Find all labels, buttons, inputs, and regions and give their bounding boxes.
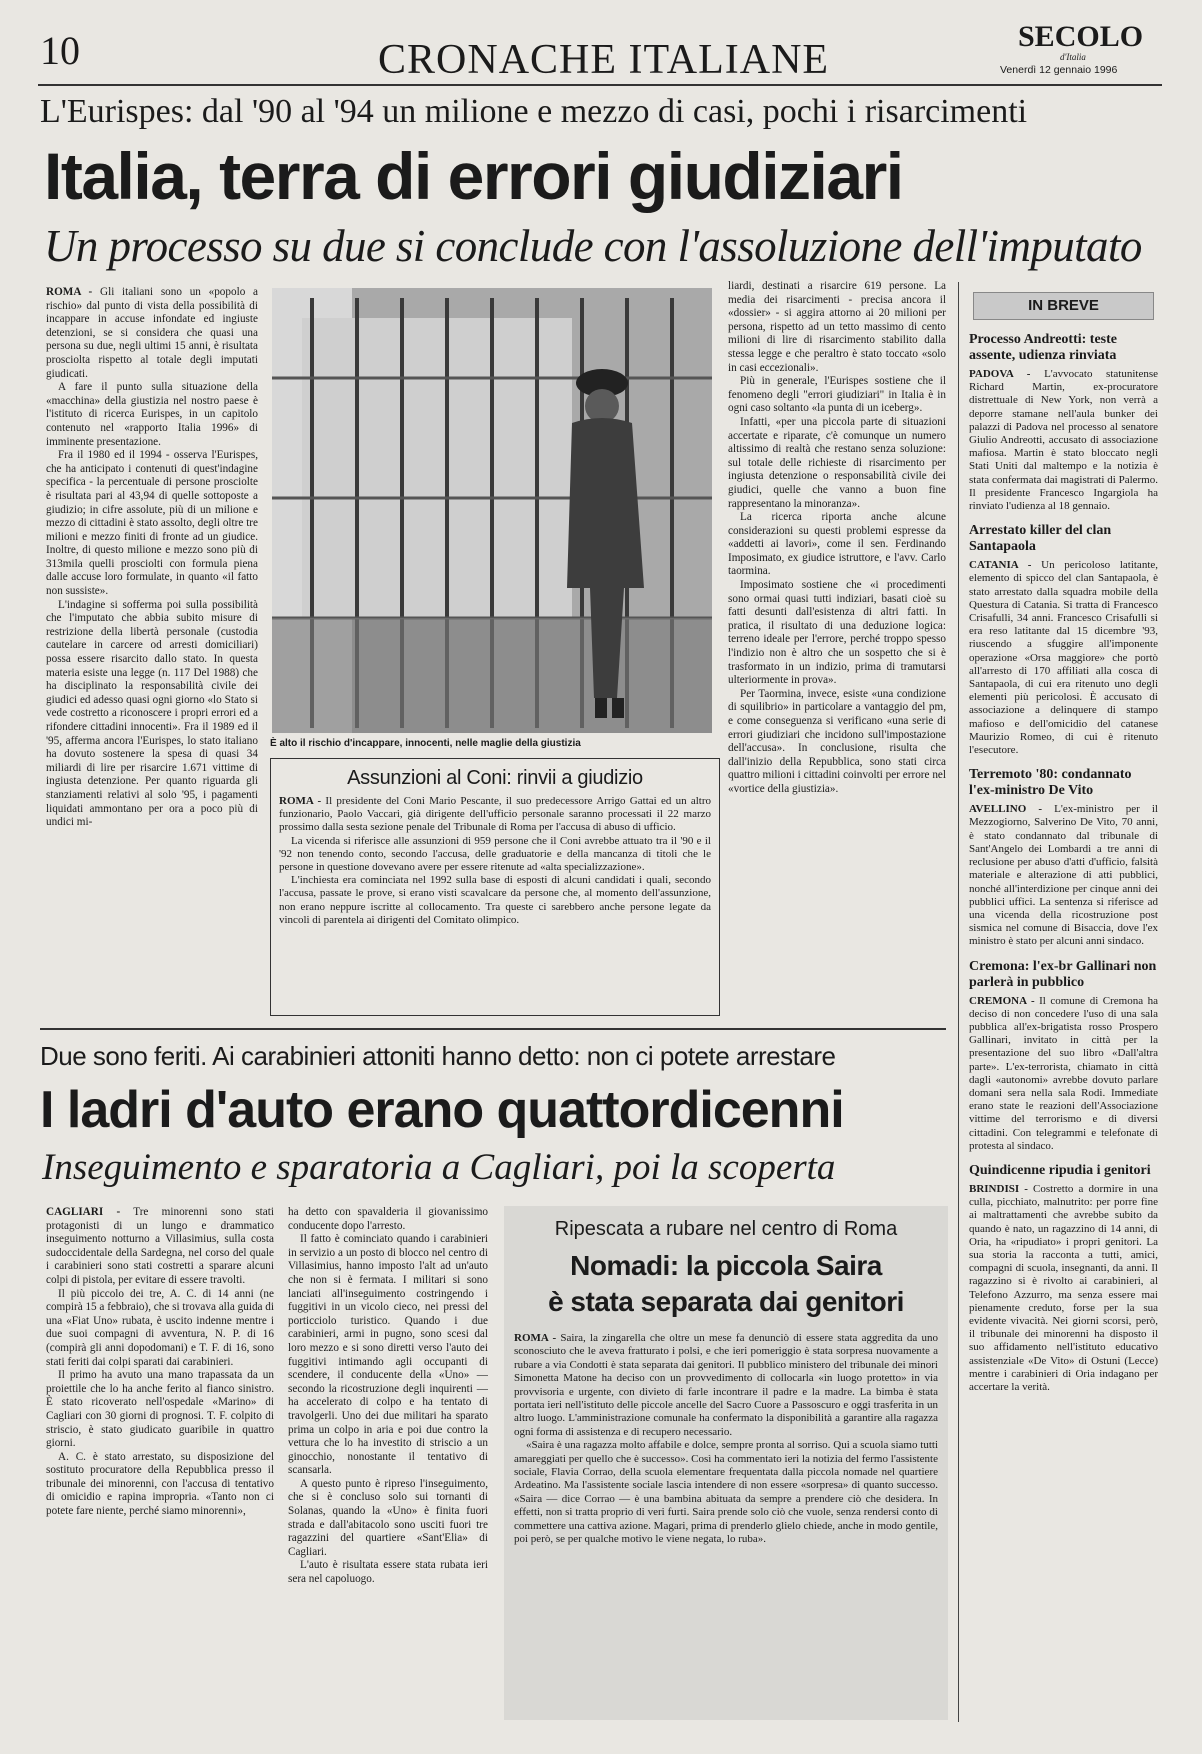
story1-subhead: Un processo su due si conclude con l'assoluzione dell'imputato [44,221,1142,271]
paragraph: L'inchiesta era cominciata nel 1992 sulla base di esposti di alcuni candidati i quali, secondo l'accusa, passate le prove, si erano visti scavalcare da persone che, al momento dell'assunzione, non erano neppure iscritte al collocamento. Tra queste ci sarebbero anche persone legate da vincoli di parentela ai dirigenti del Comitato olimpico. [279,874,711,926]
page-number: 10 [40,28,80,73]
paragraph: Fra il 1980 ed il 1994 - osserva l'Eurispes, che ha anticipato i contenuti di quest'indagine specifica - la percentuale di persone prosciolte è risultata pari al 43,94 di quelle sottoposte a giudizio; in cifre assolute, più di un milione e mezzo di cittadini è stato assolto, degli oltre tre milioni e mezzo finiti di fronte ad un giudice. Inoltre, di questo milione e mezzo sono più di 313mila quelli prosciolti con formula piena dalle accuse loro formulate, in quanto «il fatto non sussiste». [46,449,258,598]
paragraph: A fare il punto sulla situazione della «macchina» della giustizia nel nostro paese è l'istituto di ricerca Eurispes, in un capitolo contenuto nel «rapporto Italia 1996» di imminente presentazione. [46,381,258,448]
dateline: ROMA - [46,286,93,298]
boxed-article [270,758,720,1016]
paragraph: Per Taormina, invece, esiste «una condizione di squilibrio» in particolare a vantaggio del pm, e come conseguenza si verificano «una serie di errori giudiziari che incidono sull'impostazione dell'accusa». In conclusione, risulta che dall'inizio della Repubblica, sono stati circa quattro milioni i cittadini coinvolti per errore nel «vortice della giustizia». [728,687,946,795]
paragraph: L'auto è risultata essere stata rubata ieri sera nel capoluogo. [288,1559,488,1586]
section-divider [40,1028,946,1030]
brief-body: Costretto a dormire in una culla, picchiato, malnutrito: per porre fine ai maltrattamenti che avrebbe subito da quando è nato, un ragazzino di 14 anni, di Oria, ha «ripudiato» i propri genitori. La sua storia la racconta a tutti, amici, compagni di scuola, insegnanti, da anni. Il ragazzino si è rivolto ai carabinieri, al Telefono Azzurro, ma senza essere mai pienamente creduto, forse per la sua evidente vivacità. Nei giorni scorsi, però, il tribunale dei minorenni ha disposto il suo affidamento nell'istituto educativo assistenziale «De Vito» di Ostuni (Lecce) mentre i carabinieri di Oria indagano per accertare la verità. [969,1182,1158,1393]
paragraph: La vicenda si riferisce alle assunzioni di 959 persone che il Coni avrebbe attuato tra il '90 e il '92 non tenendo conto, secondo l'accusa, delle graduatorie e della mancanza di titoli che le persone in questione dovevano avere per essere ritenute ad «alta specializzazione». [279,834,711,874]
paragraph: La ricerca riporta anche alcune considerazioni su questi problemi espresse da «addetti ai lavori», come il sen. Ferdinando Imposimato, ex giudice istruttore, e l'avv. Carlo taormina. [728,511,946,578]
paragraph: Tre minorenni sono stati protagonisti di un lungo e drammatico inseguimento notturno a Villasimius, sulla costa sudoccidentale della Sardegna, nel corso del quale i carabinieri sono stati costretti a sparare alcuni colpi di pistola, per evitare di essere travolti. [46,1206,274,1286]
paragraph: Gli italiani sono un «popolo a rischio» dal punto di vista della possibilità di incappare in accuse infondate ed ingiuste detenzioni, se si considera che quasi una persona su due, negli ultimi 15 anni, è risultata prosciolta rispetto al totale degli imputati giudicati. [46,286,258,380]
dateline: AVELLINO - [969,803,1043,816]
masthead-logo: SECOLO [1018,20,1144,53]
paragraph: Il più piccolo dei tre, A. C. di 14 anni (ne compirà 15 a febbraio), che si trovava alla guida di una «Fiat Uno» rubata, è uscito indenne mentre i due suoi compagni di avventura, N. P. di 16 (compirà gli anni dopodomani) e T. F. di 16, sono stati feriti dai colpi sparati dai carabinieri. [46,1287,274,1368]
brief-item [969,523,1158,757]
paragraph: Saira, la zingarella che oltre un mese fa denunciò di essere stata aggredita da uno sconosciuto che le aveva fratturato i polsi, e che ieri pomeriggio è stata sorpresa nuovamente a rubare a via Condotti è stata separata dai genitori. Il pubblico ministero del tribunale dei minori Simonetta Matone ha deciso con un provvedimento di collocarla «in luogo protetto» in via provvisoria e urgente, con divieto di farle incontrare il padre e la madre. La bimba è stata portata ieri nell'istituto delle piccole ancelle del Sacro Cuore a Passoscuro e oggi trasferita in un altro luogo. L'amministrazione comunale ha confermato la disponibilità a garantire alla ragazza ogni forma di assistenza e di recupero necessario. [514,1332,938,1438]
story2-kicker: Due sono feriti. Ai carabinieri attoniti hanno detto: non ci potete arrestare [40,1041,836,1071]
paragraph: Infatti, «per una piccola parte di situazioni accertate e riparate, c'è comunque un numero altissimo di realtà che restano senza soluzione: sul totale delle richieste di risarcimento per ingiusta detenzione o responsabilità civile dei giudici, quelle che vanno a buon fine rappresentano la minoranza». [728,415,946,510]
dateline: ROMA - [514,1332,557,1344]
story3-body [514,1332,938,1712]
story3-headline-line2: è stata separata dai genitori [548,1286,904,1317]
story2-column-1 [46,1206,274,1718]
prison-bars-illustration [272,288,712,733]
paragraph: liardi, destinati a risarcire 619 persone. La media dei risarcimenti - precisa ancora il «dossier» - si aggira attorno ai 20 milioni per persona, rispetto ad un tetto massimo di cento milioni di lire di risarcimento stabilito dalla stessa legge e che peraltro è stato toccato «solo in casi eccezionali». [728,280,946,374]
story2-headline: I ladri d'auto erano quattordicenni [40,1081,844,1139]
brief-text [969,803,1158,948]
photo-caption: È alto il rischio d'incappare, innocenti, nelle maglie della giustizia [270,738,581,749]
story2-column-2 [288,1206,488,1718]
brief-item [969,959,1158,1153]
brief-text [969,368,1158,513]
brief-headline: Terremoto '80: condannato l'ex-ministro De Vito [969,767,1132,799]
paragraph: Il primo ha avuto una mano trapassata da un proiettile che lo ha anche ferito al fianco sinistro. È stato ricoverato nell'ospedale «Marino» di Cagliari con 30 giorni di prognosi. T. F. colpito di striscio, è stato giudicato guaribile in quattro giorni. [46,1369,274,1450]
issue-date: Venerdì 12 gennaio 1996 [1000,64,1118,76]
brief-text [969,559,1158,757]
brief-item [969,767,1158,948]
paragraph: «Saira è una ragazza molto affabile e dolce, sempre pronta al sorriso. Qui a scuola siamo tutti amareggiati per quello che è successo». Così ha commentato ieri la notizia del fermo l'assistente sociale, Flavia Corrao, della scuola elementare frequentata dalla piccola nomade nel quartiere Ardeatino. Ma l'assistente sociale lascia intendere di non essere «sorpresa» di quanto successo. «Saira — dice Corrao — è una bambina abituata da sempre a prendere ciò che desidera. In effetti, non si tratta proprio di veri furti. Saira prende solo ciò che vuole, senza rendersi conto di commettere una cattiva azione. Magari, prima di prenderlo glielo chiede, anche in modo gentile, poi però, se per qualche motivo le viene negata, lo ruba». [514,1439,938,1546]
header-rule [38,84,1162,86]
dateline: PADOVA - [969,368,1031,380]
prison-photo [272,288,712,733]
boxed-headline: Assunzioni al Coni: rinvii a giudizio [347,767,643,789]
in-breve-title: IN BREVE [973,292,1154,320]
dateline: CATANIA - [969,559,1032,572]
brief-item [969,332,1158,513]
story3-kicker: Ripescata a rubare nel centro di Roma [554,1218,898,1240]
brief-item [969,1163,1158,1394]
brief-headline: Quindicenne ripudia i genitori [969,1162,1151,1178]
in-breve-sidebar [958,282,1158,1722]
brief-body: Il comune di Cremona ha deciso di non concedere l'uso di una sala pubblica all'ex-brigatista rosso Prospero Gallinari, invitato in città per la presentazione del suo libro «Dall'altra parte». L'ex-terrorista, chiamato in città dagli «autonomi» avrebbe dovuto parlare domani sera nella sala Rodi. Immediate erano state le reazioni dell'Associazione vittime del terrorismo e di diversi cittadini. Con telegrammi e telefonate di protesta al sindaco. [969,994,1158,1152]
boxed-body [279,795,711,1007]
paragraph: ha detto con spavalderia il giovanissimo conducente dopo l'arresto. [288,1206,488,1232]
masthead-sub: d'Italia [1060,52,1086,62]
story3-box [504,1206,948,1720]
story3-headline-line1: Nomadi: la piccola Saira [570,1250,882,1281]
paragraph: Il presidente del Coni Mario Pescante, il suo predecessore Arrigo Gattai ed un altro funzionario, Paolo Vaccari, già dirigente dell'ufficio personale saranno processati il 22 marzo prossimo dalla sesta sezione penale del Tribunale di Roma per l'accusa di abuso di ufficio. [279,795,711,834]
brief-headline: Cremona: l'ex-br Gallinari non parlerà in pubblico [969,958,1157,990]
brief-text [969,1183,1158,1394]
story1-column-1 [46,286,258,1016]
section-title: CRONACHE ITALIANE [378,37,830,83]
dateline: CREMONA - [969,994,1035,1007]
brief-body: L'avvocato statunitense Richard Martin, ex-procuratore distrettuale di New York, non verrà a deporre stamane nell'aula bunker dei palazzi di Padova nel processo al senatore Giulio Andreotti, accusato di associazione mafiosa. Martin è stato bloccato negli Stati Uniti dal maltempo e la notizia è stata confermata dai magistrati di Palermo. Il presidente Francesco Ingargiola ha rinviato l'udienza al 18 gennaio. [969,368,1158,513]
brief-headline: Processo Andreotti: teste assente, udienza rinviata [969,332,1117,363]
dateline: CAGLIARI - [46,1206,121,1218]
story1-kicker: L'Eurispes: dal '90 al '94 un milione e mezzo di casi, pochi i risarcimenti [40,93,1028,130]
brief-body: L'ex-ministro per il Mezzogiorno, Salverino De Vito, 70 anni, è stato condannato dal tribunale di Sant'Angelo dei Lombardi a tre anni di reclusione per abuso d'atti d'ufficio, falsità materiale e alterazione di atti pubblici, nonché all'interdizione per cinque anni dei pubblici uffici. La sentenza si riferisce ad una vicenda della ricostruzione post sismica nel comune di Bisaccia, dove l'ex ministro è stato per alcuni anni sindaco. [969,803,1158,948]
dateline: BRINDISI - [969,1182,1028,1195]
paragraph: Il fatto è cominciato quando i carabinieri in servizio a un posto di blocco nel centro di Villasimius, hanno imposto l'alt ad un'auto che non si è fermata. I militari si sono lanciati all'inseguimento costringendo i fuggitivi in un vicolo cieco, nei pressi del porticciolo turistico. Quando i due carabinieri, armi in pugno, sono scesi dal loro mezzo e si sono diretti verso l'auto dei fuggitivi intimando agli occupanti di scendere, il conducente della «Uno» — secondo la ricostruzione degli inquirenti — ha accelerato di colpo e ha tentato di travolgerli. Uno dei due militari ha sparato prima un colpo in aria e poi due contro la vettura che lo ha investito di striscio a un ginocchio, nonostante il tentativo di scansarla. [288,1233,488,1477]
brief-body: Un pericoloso latitante, elemento di spicco del clan Santapaola, è stato arrestato dalla squadra mobile della Questura di Catania. Si tratta di Francesco Crisafulli, 34 anni. Francesco Crisafulli si era reso latitante dal 15 dicembre '93, riuscendo a sfuggire all'imponente operazione «Orsa maggiore» che portò all'arresto di 170 affiliati alla cosca di Santapaola, di cui era ritenuto uno degli elementi più pericolosi. È accusato di associazione a delinquere di stampo mafioso e dell'omicidio del catanese Maurizio Romeo, di cui è ritenuto l'esecutore. [969,559,1158,757]
story2-subhead: Inseguimento e sparatoria a Cagliari, poi la scoperta [42,1147,836,1188]
story1-column-3 [728,280,946,1020]
paragraph: Imposimato sostiene che «i procedimenti sono ormai quasi tutti indiziari, basati cioè su fatti desunti dall'esistenza di altri fatti. In pratica, il risultato di una deduzione logica: terreno ideale per l'errore, perché troppo spesso l'indizio non è altro che un sospetto che si è trasformato in un indizio, prima di tramutarsi ulteriormente in prova». [728,579,946,687]
brief-headline: Arrestato killer del clan Santapaola [969,523,1112,555]
story1-headline: Italia, terra di errori giudiziari [44,139,903,213]
paragraph: L'indagine si sofferma poi sulla possibilità che l'imputato che abbia subito misure di restrizione della libertà personale (custodia cautelare in carcere od arresti domiciliari) possa essere risarcito dallo stato. In questa materia esiste una legge (n. 117 Del 1988) che ha disciplinato la responsabilità civile dei giudici ed adesso quasi ogni giorno «lo Stato si vede costretto a riconoscere i propri errori ed a rifondere cittadini innocenti». Fra il 1989 ed il '95, afferma ancora l'Eurispes, lo stato italiano ha dovuto sostenere la spesa di quasi 34 miliardi di lire per risarcire 1.671 vittime di ingiusta detenzione. Per quanto riguarda gli stanziamenti relativi al solo '95, i pagamenti liquidati ammontano per ora a poco più di undici mi- [46,598,258,829]
brief-text [969,995,1158,1153]
paragraph: A. C. è stato arrestato, su disposizione del sostituto procuratore della Repubblica presso il tribunale dei minorenni, con l'accusa di tentativo di omicidio e rapina impropria. «Tanto non ci potete fare niente, perché siamo minorenni», [46,1450,274,1518]
dateline: ROMA - [279,795,322,807]
paragraph: Più in generale, l'Eurispes sostiene che il fenomeno degli "errori giudiziari" in Italia è in ogni caso soltanto «la punta di un iceberg». [728,375,946,415]
paragraph: A questo punto è ripreso l'inseguimento, che si è concluso solo sui tornanti di Solanas, quando la «Uno» è finita fuori strada e dall'abitacolo sono usciti fuori tre ragazzini del quartiere «Sant'Elia» di Cagliari. [288,1477,488,1558]
